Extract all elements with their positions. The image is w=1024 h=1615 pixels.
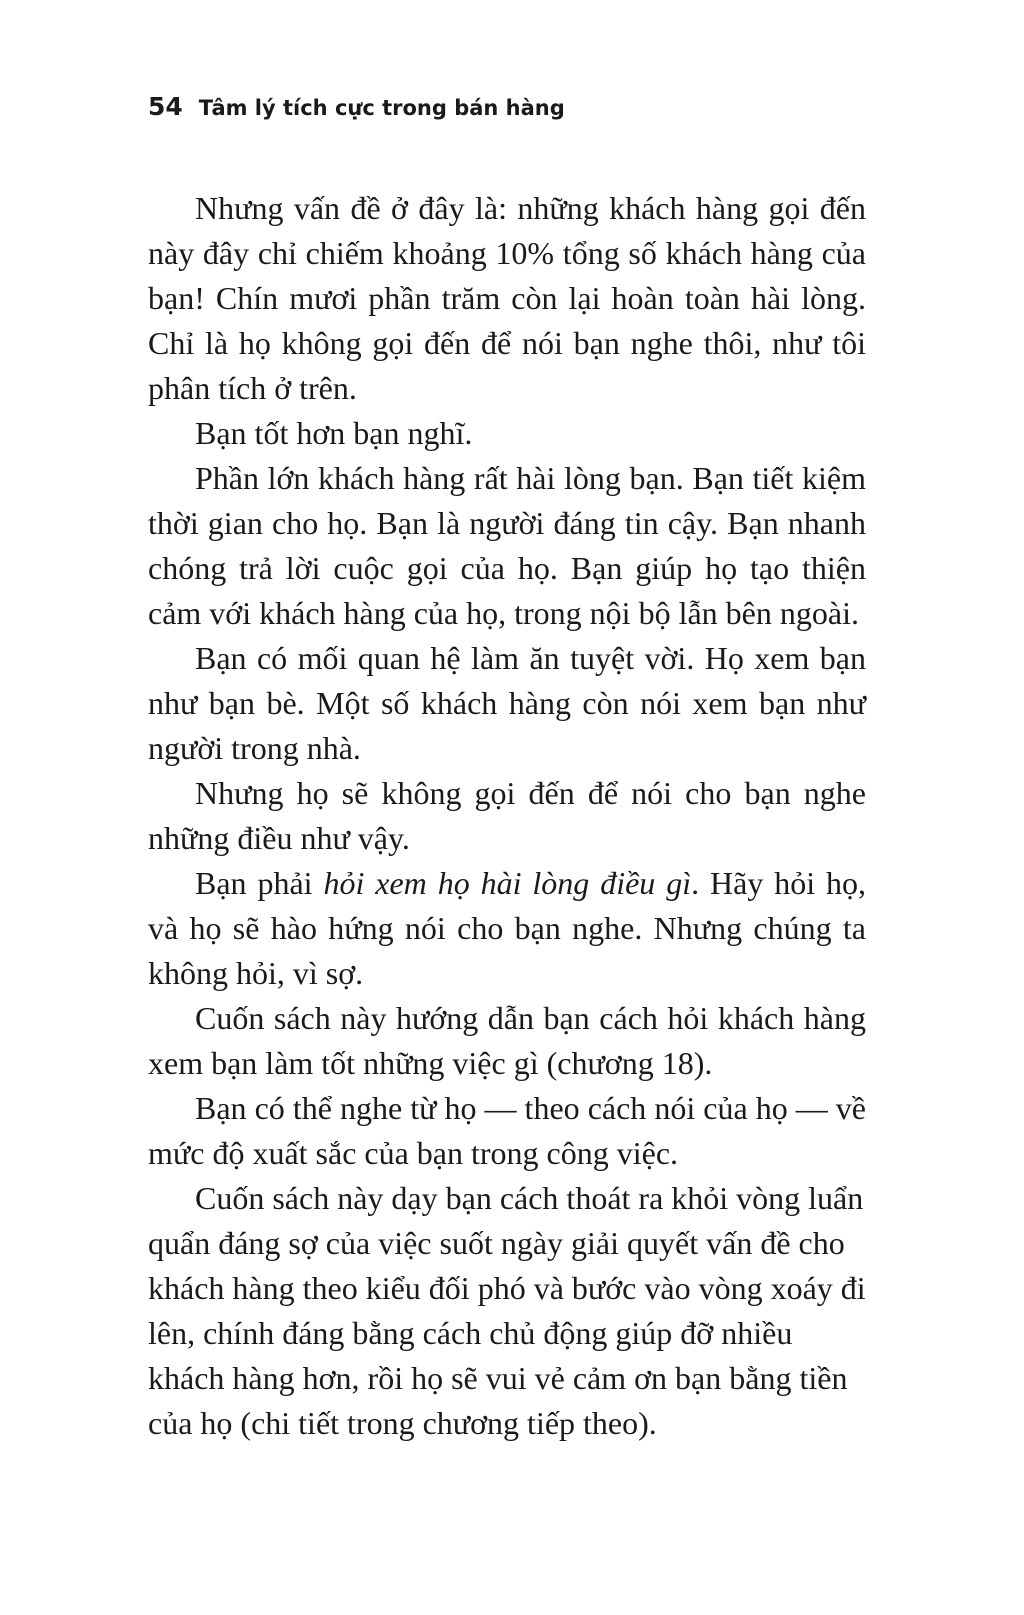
emphasis-text: hỏi xem họ hài lòng điều gì: [323, 865, 692, 901]
running-head: [148, 92, 565, 121]
paragraph: Cuốn sách này dạy bạn cách thoát ra khỏi vòng luẩn quẩn đáng sợ của việc suốt ngày giải quyết vấn đề cho khách hàng theo kiểu đối phó và bước vào vòng xoáy đi lên, chính đáng bằng cách chủ động giúp đỡ nhiều khách hàng hơn, rồi họ sẽ vui vẻ cảm ơn bạn bằng tiền của họ (chi tiết trong chương tiếp theo).: [148, 1180, 866, 1441]
paragraph: Bạn có mối quan hệ làm ăn tuyệt vời. Họ xem bạn như bạn bè. Một số khách hàng còn nói xem bạn như người trong nhà.: [148, 640, 866, 766]
paragraph: Cuốn sách này hướng dẫn bạn cách hỏi khách hàng xem bạn làm tốt những việc gì (chương 18).: [148, 1000, 866, 1081]
running-title: Tâm lý tích cực trong bán hàng: [198, 96, 565, 120]
paragraph: Bạn có thể nghe từ họ — theo cách nói của họ — về mức độ xuất sắc của bạn trong công việc.: [148, 1090, 866, 1171]
paragraph: Nhưng họ sẽ không gọi đến để nói cho bạn nghe những điều như vậy.: [148, 775, 866, 856]
paragraph-text: . Hãy hỏi họ, và họ sẽ hào hứng nói cho bạn nghe. Nhưng chúng ta không hỏi, vì sợ.: [148, 865, 867, 991]
body-text: [148, 186, 866, 1446]
paragraph: Bạn tốt hơn bạn nghĩ.: [195, 415, 473, 451]
paragraph: Nhưng vấn đề ở đây là: những khách hàng gọi đến này đây chỉ chiếm khoảng 10% tổng số khách hàng của bạn! Chín mươi phần trăm còn lại hoàn toàn hài lòng. Chỉ là họ không gọi đến để nói bạn nghe thôi, như tôi phân tích ở trên.: [148, 190, 866, 406]
paragraph-text: Bạn phải: [195, 865, 324, 901]
paragraph: [148, 861, 866, 996]
page-number: 54: [148, 92, 183, 121]
paragraph: Phần lớn khách hàng rất hài lòng bạn. Bạn tiết kiệm thời gian cho họ. Bạn là người đáng tin cậy. Bạn nhanh chóng trả lời cuộc gọi của họ. Bạn giúp họ tạo thiện cảm với khách hàng của họ, trong nội bộ lẫn bên ngoài.: [148, 460, 866, 631]
